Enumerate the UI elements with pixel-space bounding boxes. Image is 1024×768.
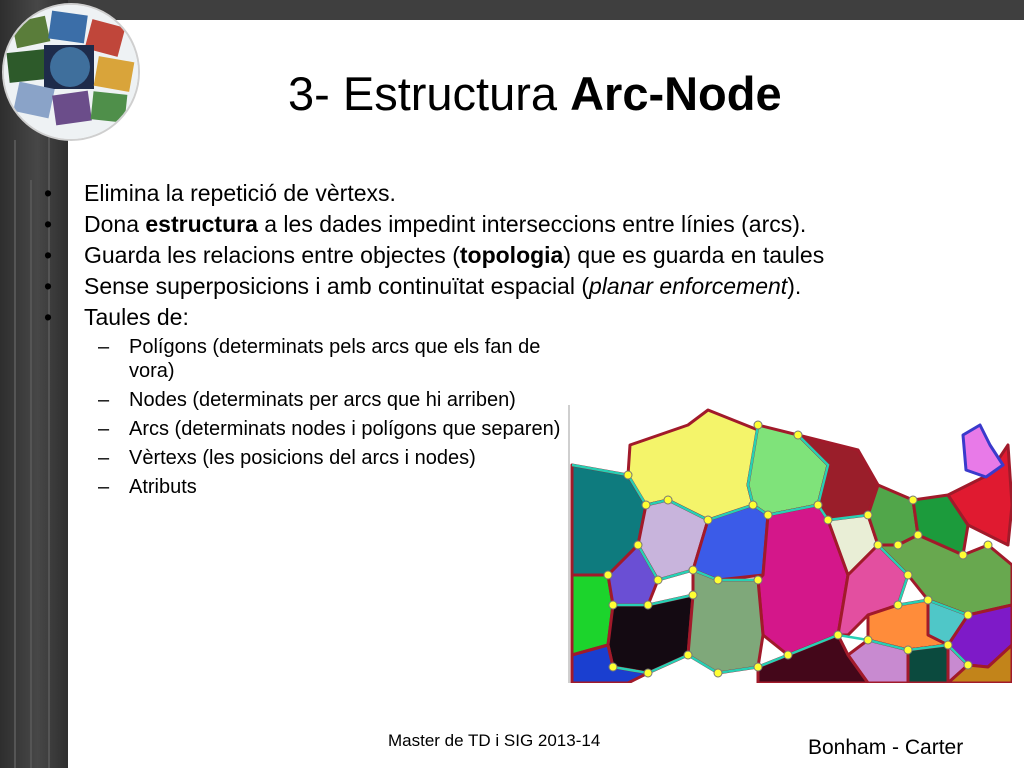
bullet-bold-text: topologia xyxy=(459,242,564,268)
bullet-item xyxy=(44,211,924,238)
map-node xyxy=(664,496,672,504)
map-node xyxy=(814,501,822,509)
sub-bullet-item: – Vèrtexs (les posicions del arcs i nodes) xyxy=(84,446,569,470)
map-node xyxy=(924,596,932,604)
map-node xyxy=(609,663,617,671)
map-node xyxy=(714,669,722,677)
map-node xyxy=(984,541,992,549)
bullet-text: Guarda les relacions entre objectes ( xyxy=(84,242,460,268)
bullet-text: Dona xyxy=(84,211,146,237)
map-node xyxy=(609,601,617,609)
bullet-text: ) que es guarda en taules xyxy=(563,242,825,268)
slide-author: Bonham - Carter xyxy=(808,736,964,759)
map-node xyxy=(624,471,632,479)
map-node xyxy=(644,601,652,609)
sub-bullet-item: – Arcs (determinats nodes i polígons que separen) xyxy=(84,417,569,441)
bullet-text: ). xyxy=(787,273,802,299)
map-node xyxy=(749,501,757,509)
map-node xyxy=(684,651,692,659)
bullet-item xyxy=(44,273,924,300)
map-node xyxy=(964,611,972,619)
map-node xyxy=(964,661,972,669)
map-node xyxy=(634,541,642,549)
map-node xyxy=(689,591,697,599)
map-node xyxy=(754,576,762,584)
bullet-bold-text: estructura xyxy=(145,211,258,237)
map-node xyxy=(874,541,882,549)
map-node xyxy=(864,636,872,644)
map-node xyxy=(944,641,952,649)
map-node xyxy=(909,496,917,504)
map-node xyxy=(654,576,662,584)
map-node xyxy=(689,566,697,574)
map-node xyxy=(824,516,832,524)
bullet-text: Sense superposicions i amb continuïtat espacial ( xyxy=(84,273,590,299)
bullet-item xyxy=(44,180,924,207)
map-node xyxy=(894,541,902,549)
map-node xyxy=(834,631,842,639)
map-node xyxy=(959,551,967,559)
map-node xyxy=(644,669,652,677)
sub-bullet-item: – Polígons (determinats pels arcs que els fan de vora) xyxy=(84,335,569,383)
map-node xyxy=(714,576,722,584)
bullet-text: Elimina la repetició de vèrtexs. xyxy=(84,180,396,206)
slide-footer: Master de TD i SIG 2013-14 xyxy=(388,731,601,750)
map-node xyxy=(642,501,650,509)
gis-collage-logo xyxy=(2,3,140,141)
map-node xyxy=(904,571,912,579)
map-node xyxy=(894,601,902,609)
sub-bullet-item: – Atributs xyxy=(84,475,569,499)
map-node xyxy=(864,511,872,519)
title-plain: 3- Estructura xyxy=(288,67,571,120)
map-node xyxy=(704,516,712,524)
bullet-text: Taules de: xyxy=(84,304,189,330)
polygon-map-figure xyxy=(568,405,1012,683)
slide-title xyxy=(288,66,782,121)
map-node xyxy=(904,646,912,654)
map-node xyxy=(754,663,762,671)
map-node xyxy=(784,651,792,659)
map-node xyxy=(914,531,922,539)
top-bar xyxy=(0,0,1024,20)
map-node xyxy=(764,511,772,519)
map-node xyxy=(754,421,762,429)
map-node xyxy=(604,571,612,579)
bullet-italic-text: planar enforcement xyxy=(589,273,788,299)
map-node xyxy=(794,431,802,439)
bullet-text: a les dades impedint interseccions entre línies (arcs). xyxy=(257,211,807,237)
sub-bullet-item: – Nodes (determinats per arcs que hi arriben) xyxy=(84,388,569,412)
title-bold: Arc-Node xyxy=(570,67,782,120)
bullet-item xyxy=(44,242,924,269)
